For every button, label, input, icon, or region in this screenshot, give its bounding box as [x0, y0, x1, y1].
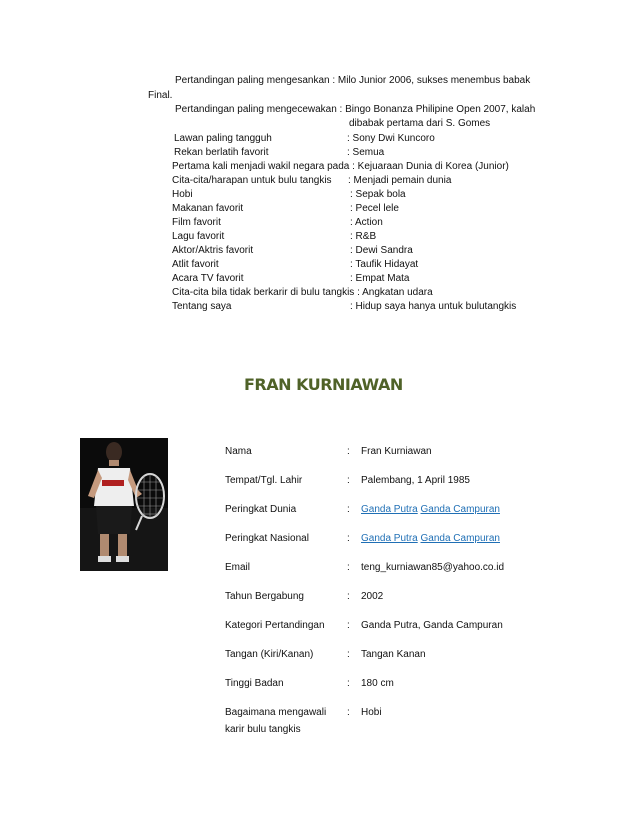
world-ranking-links [361, 504, 500, 516]
profile-colon: : [347, 475, 350, 486]
profile-label: Tempat/Tgl. Lahir [225, 475, 303, 486]
bio-best-match-cont: Final. [148, 90, 173, 101]
national-ranking-mens-doubles-link[interactable]: Ganda Putra [361, 533, 418, 544]
bio-label: Atlit favorit [172, 259, 219, 270]
profile-colon: : [347, 649, 350, 660]
bio-value: : Pecel lele [350, 203, 399, 214]
bio-value: : Dewi Sandra [350, 245, 413, 256]
bio-label: Lagu favorit [172, 231, 225, 242]
bio-label: Acara TV favorit [172, 273, 244, 284]
bio-value: : Taufik Hidayat [350, 259, 419, 270]
profile-colon: : [347, 504, 350, 515]
profile-value: Tangan Kanan [361, 649, 426, 660]
profile-label: Peringkat Dunia [225, 504, 297, 515]
bio-value: : Menjadi pemain dunia [348, 175, 452, 186]
player-name-heading: FRAN KURNIAWAN [244, 375, 403, 394]
profile-colon: : [347, 591, 350, 602]
profile-colon: : [347, 446, 350, 457]
bio-label: Cita-cita/harapan untuk bulu tangkis [172, 175, 332, 186]
bio-worst-match: Pertandingan paling mengecewakan : Bingo Bonanza Philipine Open 2007, kalah [175, 104, 536, 115]
bio-value: : R&B [350, 231, 377, 242]
bio-label: Film favorit [172, 217, 221, 228]
bio-value: : Action [350, 217, 383, 228]
national-ranking-links [361, 533, 500, 545]
profile-value: 180 cm [361, 678, 394, 689]
profile-label: Peringkat Nasional [225, 533, 309, 544]
bio-best-match: Pertandingan paling mengesankan : Milo Junior 2006, sukses menembus babak [175, 75, 531, 86]
bio-label: Tentang saya [172, 301, 232, 312]
profile-label: Tangan (Kiri/Kanan) [225, 649, 314, 660]
bio-label: Makanan favorit [172, 203, 244, 214]
profile-value: teng_kurniawan85@yahoo.co.id [361, 562, 505, 573]
bio-value: : Empat Mata [350, 273, 410, 284]
bio-label: Rekan berlatih favorit [174, 147, 269, 158]
profile-value: Ganda Putra, Ganda Campuran [361, 620, 503, 631]
profile-label: Tahun Bergabung [225, 591, 304, 602]
profile-colon: : [347, 678, 350, 689]
player-photo-illustration [80, 438, 168, 571]
profile-value: Hobi [361, 707, 382, 718]
profile-label: Tinggi Badan [225, 678, 284, 689]
bio-value: : Hidup saya hanya untuk bulutangkis [350, 301, 517, 312]
profile-label: Bagaimana mengawali [225, 707, 327, 718]
profile-label: Email [225, 562, 251, 573]
profile-value: Palembang, 1 April 1985 [361, 475, 470, 486]
bio-worst-match-cont: dibabak pertama dari S. Gomes [349, 118, 491, 129]
world-ranking-mens-doubles-link[interactable]: Ganda Putra [361, 504, 418, 515]
profile-colon: : [347, 562, 350, 573]
bio-value: : Sepak bola [350, 189, 406, 200]
bio-value: : Sony Dwi Kuncoro [347, 133, 435, 144]
profile-colon: : [347, 533, 350, 544]
world-ranking-mixed-doubles-link[interactable]: Ganda Campuran [420, 504, 500, 515]
national-ranking-mixed-doubles-link[interactable]: Ganda Campuran [420, 533, 500, 544]
bio-first-international: Pertama kali menjadi wakil negara pada : Kejuaraan Dunia di Korea (Junior) [172, 161, 509, 172]
profile-value: 2002 [361, 591, 384, 602]
player-photo [80, 438, 168, 571]
profile-colon: : [347, 620, 350, 631]
bio-label: Aktor/Aktris favorit [172, 245, 254, 256]
profile-label: Kategori Pertandingan [225, 620, 325, 631]
profile-colon: : [347, 707, 350, 718]
bio-label: Lawan paling tangguh [174, 133, 272, 144]
bio-label: Hobi [172, 189, 193, 200]
profile-value: Fran Kurniawan [361, 446, 432, 457]
bio-value: : Semua [347, 147, 385, 158]
profile-label-cont: karir bulu tangkis [225, 724, 301, 735]
bio-alt-career: Cita-cita bila tidak berkarir di bulu tangkis : Angkatan udara [172, 287, 433, 298]
profile-label: Nama [225, 446, 252, 457]
